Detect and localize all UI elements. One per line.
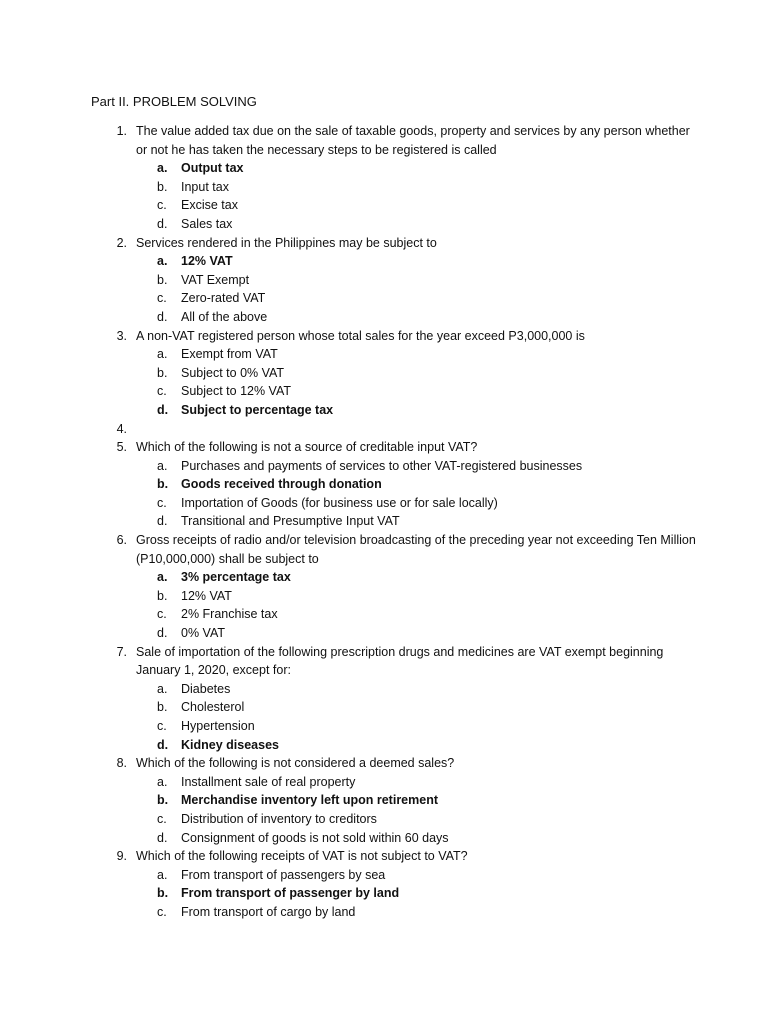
answer-option [0, 903, 768, 922]
option-text: Diabetes [181, 681, 231, 696]
option-letter: d. [157, 626, 168, 641]
answer-option [0, 698, 768, 717]
answer-option [0, 810, 768, 829]
question-text: Which of the following is not considered a deemed sales? [136, 756, 455, 771]
option-text: Merchandise inventory left upon retirement [181, 793, 438, 808]
option-text: Hypertension [181, 719, 255, 733]
answer-option [0, 568, 768, 587]
option-letter: c. [157, 719, 167, 733]
answer-option [0, 457, 768, 476]
option-letter: d. [157, 216, 168, 231]
question-item [0, 438, 768, 457]
answer-option [0, 791, 768, 810]
question-number: 4. [116, 421, 127, 436]
option-letter: c. [157, 904, 167, 919]
question-item [0, 643, 768, 680]
question-number: 3. [116, 328, 127, 343]
question-number: 8. [116, 756, 127, 771]
option-text: Goods received through donation [181, 477, 382, 492]
option-letter: d. [157, 830, 168, 845]
option-text: Subject to 0% VAT [181, 365, 285, 380]
question-text [136, 420, 696, 439]
option-letter: c. [157, 384, 167, 399]
answer-option [0, 252, 768, 271]
option-text: 12% VAT [181, 588, 232, 603]
answer-option [0, 215, 768, 234]
question-text: Sale of importation of the following prescription drugs and medicines are VAT exempt beginning January 1, 2020, except for: [136, 644, 664, 678]
question-text: Services rendered in the Philippines may be subject to [136, 235, 437, 250]
option-letter: b. [157, 793, 169, 808]
option-text: Importation of Goods (for business use or for sale locally) [181, 495, 498, 510]
question-text: Which of the following is not a source of creditable input VAT? [136, 440, 478, 455]
option-text: Sales tax [181, 216, 233, 231]
option-text: Excise tax [181, 198, 238, 213]
answer-option [0, 680, 768, 699]
answer-option [0, 196, 768, 215]
question-item [0, 122, 768, 159]
question-text: Which of the following receipts of VAT is not subject to VAT? [136, 849, 468, 864]
answer-option [0, 494, 768, 513]
answer-option [0, 364, 768, 383]
answer-option [0, 308, 768, 327]
answer-option [0, 382, 768, 401]
answer-option [0, 829, 768, 848]
option-letter: a. [157, 867, 168, 882]
option-text: 2% Franchise tax [181, 607, 278, 622]
option-letter: a. [157, 254, 168, 269]
question-text: Gross receipts of radio and/or television broadcasting of the preceding year not exceeding Ten Million (P10,000,000) shall be subject to [136, 533, 696, 566]
option-text: From transport of passengers by sea [181, 867, 386, 882]
option-letter: b. [157, 886, 169, 901]
question-number: 9. [116, 849, 127, 864]
question-number: 1. [116, 124, 127, 138]
option-text: Transitional and Presumptive Input VAT [181, 514, 400, 529]
option-letter: c. [157, 811, 167, 826]
option-text: 0% VAT [181, 626, 225, 641]
question-text: A non-VAT registered person whose total sales for the year exceed P3,000,000 is [136, 328, 585, 343]
question-number: 7. [116, 644, 127, 659]
option-letter: d. [157, 309, 168, 324]
question-item [0, 847, 768, 866]
option-text: Subject to 12% VAT [181, 384, 292, 399]
option-text: Installment sale of real property [181, 774, 356, 789]
question-item [0, 234, 768, 253]
answer-option [0, 345, 768, 364]
option-letter: c. [157, 198, 167, 213]
question-item [0, 754, 768, 773]
answer-option [0, 475, 768, 494]
option-text: Output tax [181, 161, 244, 176]
answer-option [0, 178, 768, 197]
option-text: 3% percentage tax [181, 570, 291, 585]
option-text: Exempt from VAT [181, 347, 278, 362]
question-number: 2. [116, 235, 127, 250]
answer-option [0, 866, 768, 885]
option-text: 12% VAT [181, 254, 233, 269]
answer-option [0, 717, 768, 736]
option-letter: d. [157, 737, 169, 752]
answer-option [0, 605, 768, 624]
option-text: Purchases and payments of services to other VAT-registered businesses [181, 458, 583, 473]
option-letter: a. [157, 570, 168, 585]
option-letter: a. [157, 347, 168, 362]
option-letter: a. [157, 774, 168, 789]
question-item [0, 420, 768, 439]
option-letter: d. [157, 402, 169, 417]
option-letter: b. [157, 588, 168, 603]
answer-option [0, 401, 768, 420]
answer-option [0, 289, 768, 308]
option-text: Input tax [181, 179, 229, 194]
answer-option [0, 271, 768, 290]
question-item [0, 327, 768, 346]
option-text: Kidney diseases [181, 737, 279, 752]
option-letter: a. [157, 161, 168, 176]
option-text: Consignment of goods is not sold within 60 days [181, 830, 449, 845]
answer-option [0, 159, 768, 178]
section-heading: Part II. PROBLEM SOLVING [91, 94, 257, 109]
option-letter: b. [157, 365, 168, 380]
question-number: 6. [116, 533, 127, 548]
option-text: Distribution of inventory to creditors [181, 811, 377, 826]
option-letter: b. [157, 477, 169, 492]
option-letter: b. [157, 179, 168, 194]
option-letter: c. [157, 495, 167, 510]
option-text: From transport of cargo by land [181, 904, 356, 919]
option-letter: b. [157, 272, 168, 287]
option-letter: a. [157, 458, 168, 473]
option-letter: b. [157, 700, 168, 715]
option-letter: d. [157, 514, 168, 529]
option-letter: a. [157, 681, 168, 696]
option-text: All of the above [181, 309, 268, 324]
question-list [0, 122, 768, 922]
option-letter: c. [157, 291, 167, 306]
answer-option [0, 512, 768, 531]
option-text: From transport of passenger by land [181, 886, 400, 901]
question-number: 5. [116, 440, 127, 455]
answer-option [0, 736, 768, 755]
question-text: The value added tax due on the sale of taxable goods, property and services by any person whether or not he has taken the necessary steps to be registered is called [136, 124, 690, 157]
answer-option [0, 884, 768, 903]
option-text: VAT Exempt [181, 272, 250, 287]
option-text: Zero-rated VAT [181, 291, 266, 306]
answer-option [0, 624, 768, 643]
answer-option [0, 587, 768, 606]
option-text: Cholesterol [181, 700, 245, 715]
answer-option [0, 773, 768, 792]
question-item [0, 531, 768, 568]
option-text: Subject to percentage tax [181, 402, 334, 417]
option-letter: c. [157, 607, 167, 622]
